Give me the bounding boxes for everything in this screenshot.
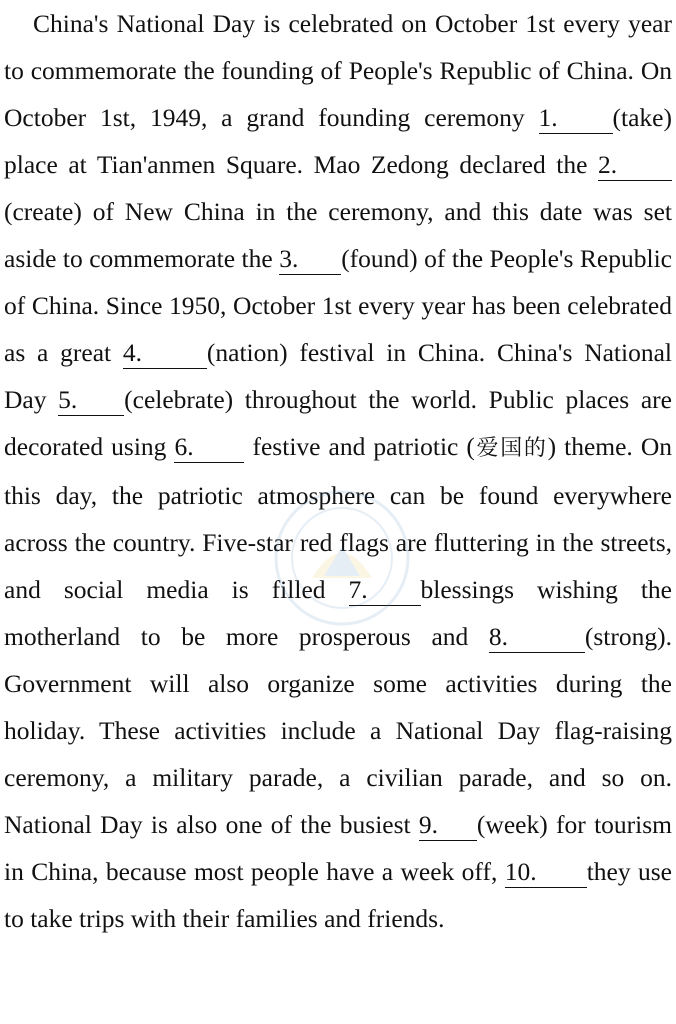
passage-text-4: (found) of the People's Republic of China. Since 1950, October 1st every year has been celebrated as a great xyxy=(4,244,672,367)
passage-text-2: (take) place at Tian'anmen Square. Mao Zedong declared the xyxy=(4,103,672,179)
passage-text-7: festive and patriotic ( xyxy=(244,432,475,461)
passage-text-11: (week) for tourism in China, because most people have a week off, xyxy=(4,810,672,886)
passage-text-12: they use to take trips with their families and friends. xyxy=(4,857,672,933)
blank-3[interactable]: 3. xyxy=(279,244,341,275)
passage-text-10: (strong). Government will also organize some activities during the holiday. These activities include a National Day flag-raising ceremony, a military parade, a civilian parade, and so on. National Day is also one of the busiest xyxy=(4,622,672,839)
blank-4[interactable]: 4. xyxy=(123,338,207,369)
blank-7[interactable]: 7. xyxy=(349,575,421,606)
passage-text-9: blessings wishing the motherland to be more prosperous and xyxy=(4,575,672,651)
blank-5[interactable]: 5. xyxy=(58,385,124,416)
blank-2[interactable]: 2. xyxy=(598,150,672,181)
passage-text-1: China's National Day is celebrated on October 1st every year to commemorate the founding of People's Republic of China. On October 1st, 1949, a grand founding ceremony xyxy=(4,9,672,132)
blank-1[interactable]: 1. xyxy=(539,103,613,134)
blank-8[interactable]: 8. xyxy=(489,622,585,653)
passage-paragraph xyxy=(4,0,672,942)
blank-10[interactable]: 10. xyxy=(505,857,587,888)
blank-9[interactable]: 9. xyxy=(419,810,477,841)
passage-text-5: (nation) festival in China. China's National Day xyxy=(4,338,672,414)
chinese-hint: 爱国的 xyxy=(474,436,548,461)
blank-6[interactable]: 6. xyxy=(174,432,244,463)
passage-text-3: (create) of New China in the ceremony, and this date was set aside to commemorate the xyxy=(4,197,672,273)
passage-text-8: ) theme. On this day, the patriotic atmosphere can be found everywhere across the country. Five-star red flags are fluttering in the streets, and social media is filled xyxy=(4,432,673,604)
passage-text-6: (celebrate) throughout the world. Public places are decorated using xyxy=(4,385,672,461)
